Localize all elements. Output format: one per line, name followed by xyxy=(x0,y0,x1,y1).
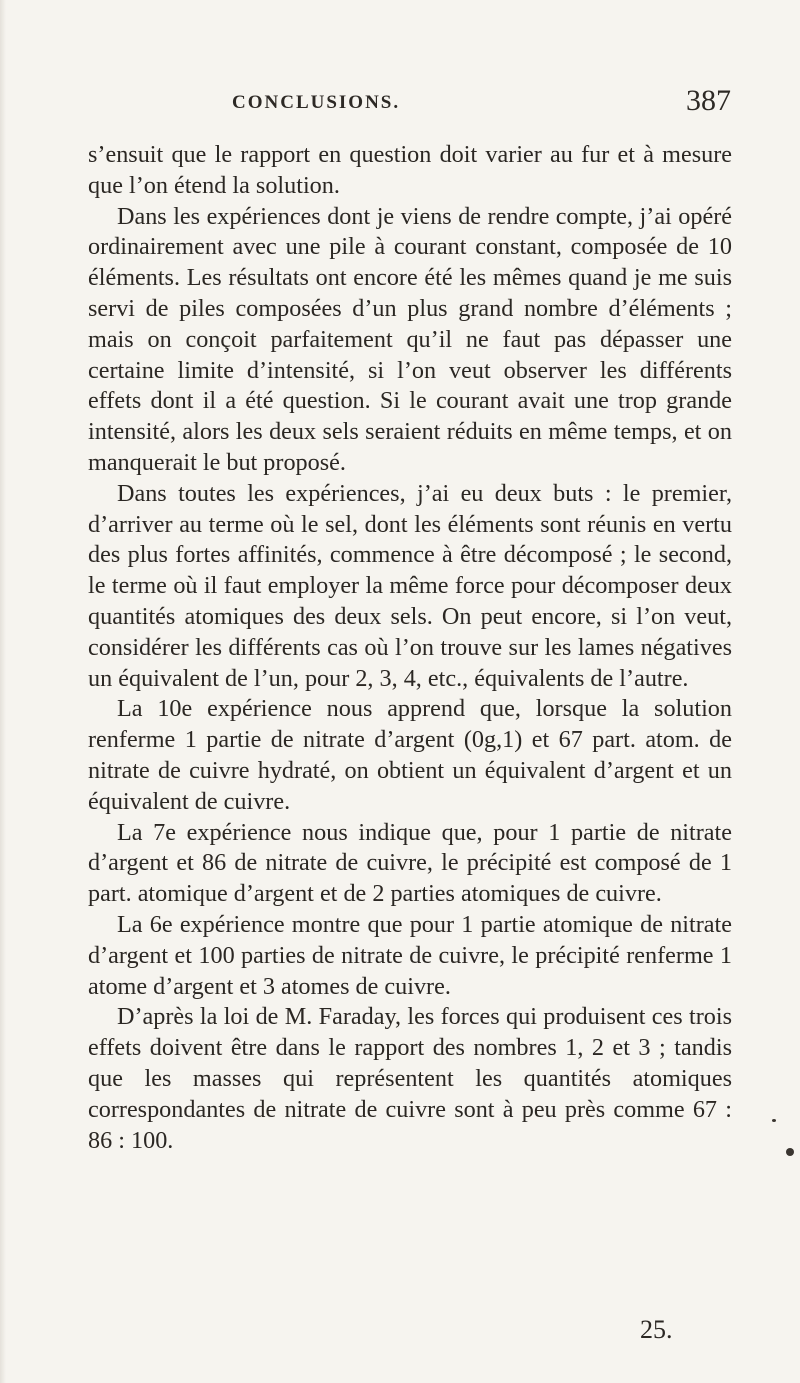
paragraph-7: D’après la loi de M. Faraday, les forces qui produisent ces trois effets doivent être dans le rapport des nombres 1, 2 et 3 ; tandis que les masses qui représentent les quantités atomiques correspondantes de nitrate de cuivre sont à peu près comme 67 : 86 : 100. xyxy=(88,1003,732,1154)
signature-mark: 25. xyxy=(640,1315,673,1344)
page-gutter-shadow xyxy=(0,0,6,1383)
paragraph-4: La 10e expérience nous apprend que, lorsque la solution renferme 1 partie de nitrate d’argent (0g,1) et 67 part. atom. de nitrate de cuivre hydraté, on obtient un équivalent d’argent et un équivalent de cuivre. xyxy=(88,695,732,815)
body-text xyxy=(88,140,732,1156)
running-title: CONCLUSIONS. xyxy=(232,92,401,113)
page-number: 387 xyxy=(686,84,731,117)
running-head xyxy=(0,84,800,124)
paragraph-6: La 6e expérience montre que pour 1 partie atomique de nitrate d’argent et 100 parties de nitrate de cuivre, le précipité renferme 1 atome d’argent et 3 atomes de cuivre. xyxy=(88,910,732,1000)
paragraph-2: Dans les expériences dont je viens de rendre compte, j’ai opéré ordinairement avec une pile à courant constant, composée de 10 éléments. Les résultats ont encore été les mêmes quand je me suis servi de piles composées d’un plus grand nombre d’éléments ; mais on conçoit parfaitement qu’il ne faut pas dépasser une certaine limite d’intensité, si l’on veut observer les différents effets dont il a été question. Si le courant avait une trop grande intensité, alors les deux sels seraient réduits en même temps, et on manquerait le but proposé. xyxy=(88,202,732,476)
paragraph-1: s’ensuit que le rapport en question doit varier au fur et à mesure que l’on étend la solution. xyxy=(88,141,732,199)
paragraph-3: Dans toutes les expériences, j’ai eu deux buts : le premier, d’arriver au terme où le sel, dont les éléments sont réunis en vertu des plus fortes affinités, commence à être décomposé ; le second, le terme où il faut employer la même force pour décomposer deux quantités atomiques des deux sels. On peut encore, si l’on veut, considérer les différents cas où l’on trouve sur les lames négatives un équivalent de l’un, pour 2, 3, 4, etc., équivalents de l’autre. xyxy=(88,479,732,692)
paragraph-5: La 7e expérience nous indique que, pour 1 partie de nitrate d’argent et 86 de nitrate de cuivre, le précipité est composé de 1 part. atomique d’argent et de 2 parties atomiques de cuivre. xyxy=(88,818,732,908)
margin-small-mark xyxy=(772,1119,776,1122)
margin-dot-mark xyxy=(786,1148,794,1156)
